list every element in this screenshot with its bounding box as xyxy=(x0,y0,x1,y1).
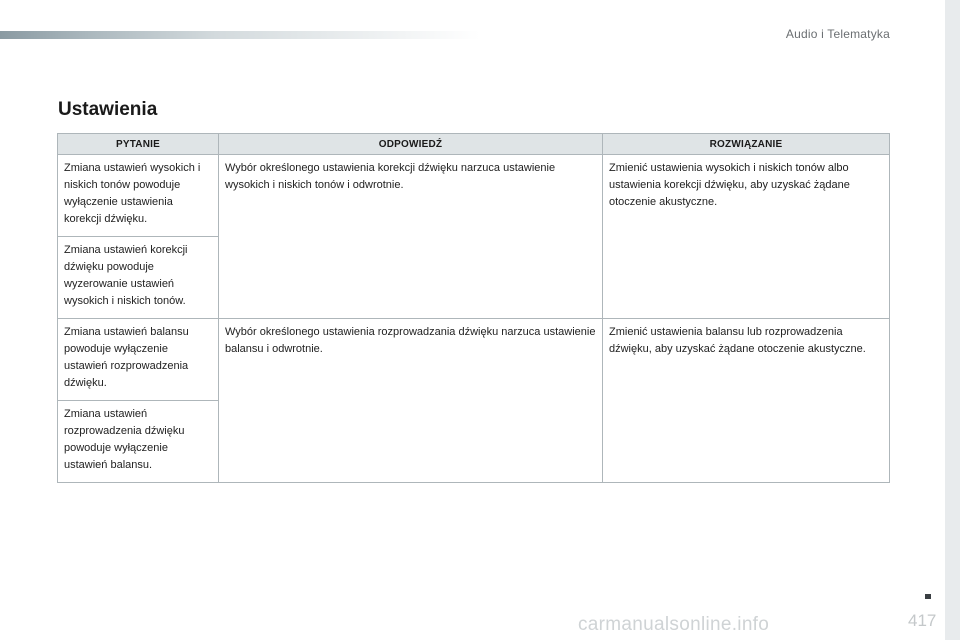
question-cell: Zmiana ustawień wysokich i niskich tonów powoduje wyłączenie ustawienia korekcji dźwięku. xyxy=(58,155,219,237)
header-decorative-bar xyxy=(0,31,480,39)
troubleshooting-table xyxy=(57,133,890,483)
page-title: Ustawienia xyxy=(58,99,158,120)
column-header-question: PYTANIE xyxy=(58,134,219,155)
table-row xyxy=(58,155,890,237)
page-edge-strip xyxy=(945,0,960,640)
solution-cell: Zmienić ustawienia wysokich i niskich tonów albo ustawienia korekcji dźwięku, aby uzyskać żądane otoczenie akustyczne. xyxy=(603,155,890,319)
table-header-row xyxy=(58,134,890,155)
column-header-answer: ODPOWIEDŹ xyxy=(219,134,603,155)
page-marker xyxy=(925,594,931,599)
question-cell: Zmiana ustawień korekcji dźwięku powoduje wyzerowanie ustawień wysokich i niskich tonów. xyxy=(58,237,219,319)
section-title: Audio i Telematyka xyxy=(785,27,890,41)
column-header-solution: ROZWIĄZANIE xyxy=(603,134,890,155)
table-row xyxy=(58,319,890,401)
watermark: carmanualsonline.info xyxy=(578,614,770,635)
solution-cell: Zmienić ustawienia balansu lub rozprowadzenia dźwięku, aby uzyskać żądane otoczenie akustyczne. xyxy=(603,319,890,483)
answer-cell: Wybór określonego ustawienia rozprowadzania dźwięku narzuca ustawienie balansu i odwrotnie. xyxy=(219,319,603,483)
page-number: 417 xyxy=(908,611,937,630)
question-cell: Zmiana ustawień rozprowadzenia dźwięku powoduje wyłączenie ustawień balansu. xyxy=(58,401,219,483)
answer-cell: Wybór określonego ustawienia korekcji dźwięku narzuca ustawienie wysokich i niskich tonów i odwrotnie. xyxy=(219,155,603,319)
question-cell: Zmiana ustawień balansu powoduje wyłączenie ustawień rozprowadzenia dźwięku. xyxy=(58,319,219,401)
